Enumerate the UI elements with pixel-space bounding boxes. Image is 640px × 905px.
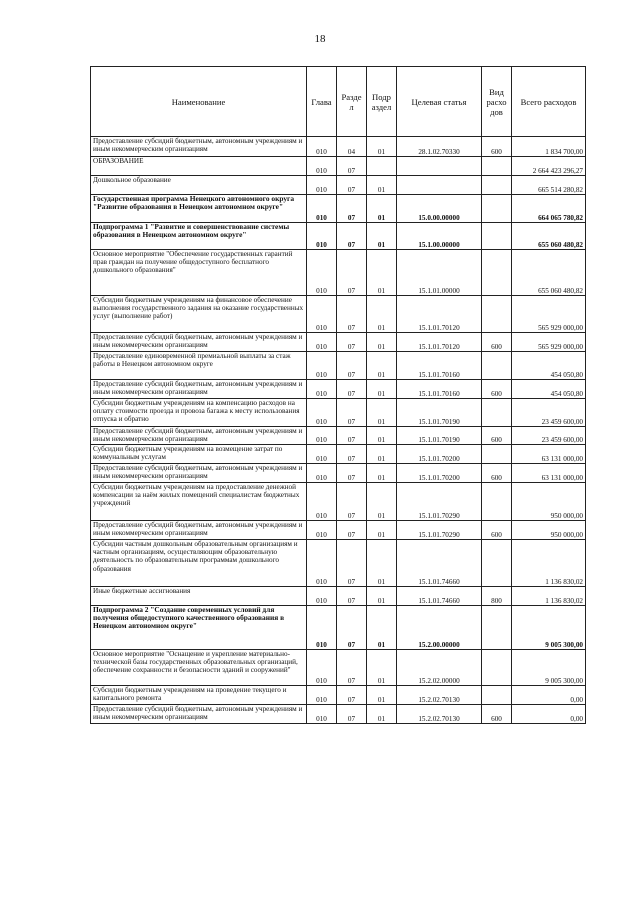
- table-row: [91, 606, 586, 650]
- row-celevaya: 15.1.01.70200: [397, 445, 482, 464]
- row-vid: 600: [482, 427, 512, 445]
- table-row: [91, 587, 586, 606]
- row-celevaya: 15.1.01.70160: [397, 352, 482, 380]
- row-name: Субсидии бюджетным учреждениям на предоставление денежной компенсации за наём жилых помещений специалистам бюджетных учреждений: [91, 483, 307, 521]
- table-row: [91, 352, 586, 380]
- row-podrazdel: 01: [367, 250, 397, 296]
- row-vsego: 63 131 000,00: [512, 445, 586, 464]
- row-celevaya: 15.2.02.70130: [397, 705, 482, 724]
- row-podrazdel: 01: [367, 483, 397, 521]
- row-vsego: 1 136 830,02: [512, 587, 586, 606]
- table-row: [91, 464, 586, 483]
- row-vid: [482, 195, 512, 223]
- row-glava: 010: [307, 333, 337, 352]
- row-celevaya: [397, 176, 482, 195]
- row-vid: [482, 176, 512, 195]
- row-razdel: 07: [337, 223, 367, 250]
- row-name: Предоставление субсидий бюджетным, автономным учреждениям и иным некоммерческим организациям: [91, 427, 307, 445]
- row-glava: 010: [307, 686, 337, 705]
- row-razdel: 07: [337, 296, 367, 333]
- row-razdel: 07: [337, 606, 367, 650]
- row-razdel: 07: [337, 464, 367, 483]
- row-vsego: 23 459 600,00: [512, 427, 586, 445]
- table-row: [91, 250, 586, 296]
- row-podrazdel: 01: [367, 464, 397, 483]
- table-body: [91, 137, 586, 724]
- row-vid: [482, 296, 512, 333]
- row-name: Субсидии частным дошкольным образовательным организациям и частным организациям, осуществляющим образовательную деятельность по образовательным программам дошкольного образования: [91, 540, 307, 587]
- page-number: 18: [314, 33, 326, 45]
- row-glava: 010: [307, 137, 337, 157]
- table-row: [91, 445, 586, 464]
- row-glava: 010: [307, 650, 337, 686]
- row-vid: 800: [482, 587, 512, 606]
- row-vid: 600: [482, 137, 512, 157]
- row-name: Основное мероприятие "Оснащение и укрепление материально-технической базы государственных образовательных организаций, обеспечение сохранности и безопасности зданий и сооружений": [91, 650, 307, 686]
- row-name: Предоставление субсидий бюджетным, автономным учреждениям и иным некоммерческим организациям: [91, 137, 307, 157]
- table-row: [91, 380, 586, 399]
- row-glava: 010: [307, 483, 337, 521]
- row-vid: [482, 445, 512, 464]
- row-podrazdel: 01: [367, 333, 397, 352]
- row-podrazdel: 01: [367, 587, 397, 606]
- header-razdel: Разде л: [337, 67, 367, 137]
- row-vid: [482, 606, 512, 650]
- row-vid: [482, 686, 512, 705]
- row-podrazdel: 01: [367, 176, 397, 195]
- row-vid: [482, 483, 512, 521]
- row-name: Предоставление единовременной премиальной выплаты за стаж работы в Ненецком автономном округе: [91, 352, 307, 380]
- row-vid: [482, 157, 512, 176]
- row-vid: 600: [482, 521, 512, 540]
- row-glava: 010: [307, 587, 337, 606]
- row-vsego: 1 834 700,00: [512, 137, 586, 157]
- row-vid: 600: [482, 464, 512, 483]
- row-name: Подпрограмма 1 "Развитие и совершенствование системы образования в Ненецком автономном округе": [91, 223, 307, 250]
- table-row: [91, 176, 586, 195]
- row-celevaya: [397, 157, 482, 176]
- row-glava: 010: [307, 427, 337, 445]
- row-vsego: 454 050,80: [512, 380, 586, 399]
- table-row: [91, 137, 586, 157]
- row-glava: 010: [307, 157, 337, 176]
- row-name: Подпрограмма 2 "Создание современных условий для получения общедоступного качественного образования в Ненецком автономном округе": [91, 606, 307, 650]
- row-glava: 010: [307, 521, 337, 540]
- table-row: [91, 650, 586, 686]
- row-celevaya: 15.1.00.00000: [397, 223, 482, 250]
- budget-table: [90, 66, 586, 724]
- table-row: [91, 399, 586, 427]
- row-razdel: 07: [337, 352, 367, 380]
- row-razdel: 07: [337, 427, 367, 445]
- row-podrazdel: 01: [367, 705, 397, 724]
- row-vsego: 664 065 780,82: [512, 195, 586, 223]
- row-vid: 600: [482, 705, 512, 724]
- row-vsego: 655 060 480,82: [512, 250, 586, 296]
- row-vsego: 2 664 423 296,27: [512, 157, 586, 176]
- row-glava: 010: [307, 352, 337, 380]
- row-razdel: 07: [337, 483, 367, 521]
- row-celevaya: 15.1.01.70190: [397, 399, 482, 427]
- row-name: Иные бюджетные ассигнования: [91, 587, 307, 606]
- header-podrazdel: Подр аздел: [367, 67, 397, 137]
- row-vid: 600: [482, 380, 512, 399]
- row-glava: 010: [307, 606, 337, 650]
- row-celevaya: 15.2.00.00000: [397, 606, 482, 650]
- row-glava: 010: [307, 250, 337, 296]
- row-glava: 010: [307, 705, 337, 724]
- row-name: Основное мероприятие "Обеспечение государственных гарантий прав граждан на получение общедоступного бесплатного дошкольного образования": [91, 250, 307, 296]
- row-razdel: 07: [337, 176, 367, 195]
- header-row: [91, 67, 586, 137]
- row-celevaya: 15.1.01.70290: [397, 521, 482, 540]
- row-vid: 600: [482, 333, 512, 352]
- table-row: [91, 483, 586, 521]
- row-name: Дошкольное образование: [91, 176, 307, 195]
- row-podrazdel: 01: [367, 137, 397, 157]
- row-glava: 010: [307, 540, 337, 587]
- row-podrazdel: 01: [367, 445, 397, 464]
- row-podrazdel: 01: [367, 296, 397, 333]
- row-name: Предоставление субсидий бюджетным, автономным учреждениям и иным некоммерческим организациям: [91, 380, 307, 399]
- row-razdel: 07: [337, 157, 367, 176]
- row-razdel: 07: [337, 705, 367, 724]
- row-celevaya: 15.2.02.00000: [397, 650, 482, 686]
- row-name: Субсидии бюджетным учреждениям на компенсацию расходов на оплату стоимости проезда и провоза багажа к месту использования отпуска и обратно: [91, 399, 307, 427]
- row-razdel: 07: [337, 333, 367, 352]
- row-name: Предоставление субсидий бюджетным, автономным учреждениям и иным некоммерческим организациям: [91, 333, 307, 352]
- header-name: Наименование: [91, 67, 307, 137]
- row-celevaya: 15.2.02.70130: [397, 686, 482, 705]
- table-row: [91, 705, 586, 724]
- row-podrazdel: 01: [367, 606, 397, 650]
- row-razdel: 07: [337, 686, 367, 705]
- row-vid: [482, 540, 512, 587]
- row-razdel: 07: [337, 445, 367, 464]
- row-razdel: 07: [337, 380, 367, 399]
- row-podrazdel: [367, 157, 397, 176]
- row-vsego: 0,00: [512, 705, 586, 724]
- row-vid: [482, 650, 512, 686]
- row-celevaya: 28.1.02.70330: [397, 137, 482, 157]
- table-row: [91, 223, 586, 250]
- row-name: ОБРАЗОВАНИЕ: [91, 157, 307, 176]
- row-glava: 010: [307, 176, 337, 195]
- row-podrazdel: 01: [367, 195, 397, 223]
- row-celevaya: 15.1.01.00000: [397, 250, 482, 296]
- row-celevaya: 15.0.00.00000: [397, 195, 482, 223]
- table-row: [91, 195, 586, 223]
- row-vsego: 665 514 280,82: [512, 176, 586, 195]
- header-celevaya: Целевая статья: [397, 67, 482, 137]
- row-glava: 010: [307, 195, 337, 223]
- row-podrazdel: 01: [367, 352, 397, 380]
- row-vsego: 655 060 480,82: [512, 223, 586, 250]
- row-razdel: 04: [337, 137, 367, 157]
- header-vid: Вид расхо дов: [482, 67, 512, 137]
- row-name: Предоставление субсидий бюджетным, автономным учреждениям и иным некоммерческим организациям: [91, 464, 307, 483]
- row-podrazdel: 01: [367, 223, 397, 250]
- row-name: Предоставление субсидий бюджетным, автономным учреждениям и иным некоммерческим организациям: [91, 521, 307, 540]
- row-vsego: 9 005 300,00: [512, 650, 586, 686]
- header-vsego: Всего расходов: [512, 67, 586, 137]
- row-celevaya: 15.1.01.70120: [397, 333, 482, 352]
- row-glava: 010: [307, 464, 337, 483]
- row-podrazdel: 01: [367, 686, 397, 705]
- row-vsego: 950 000,00: [512, 521, 586, 540]
- row-glava: 010: [307, 223, 337, 250]
- row-celevaya: 15.1.01.70190: [397, 427, 482, 445]
- row-vsego: 565 929 000,00: [512, 333, 586, 352]
- row-vsego: 565 929 000,00: [512, 296, 586, 333]
- table-row: [91, 427, 586, 445]
- row-podrazdel: 01: [367, 399, 397, 427]
- row-vid: [482, 352, 512, 380]
- table-row: [91, 296, 586, 333]
- row-vid: [482, 223, 512, 250]
- row-podrazdel: 01: [367, 427, 397, 445]
- row-name: Предоставление субсидий бюджетным, автономным учреждениям и иным некоммерческим организациям: [91, 705, 307, 724]
- row-vid: [482, 250, 512, 296]
- row-celevaya: 15.1.01.70160: [397, 380, 482, 399]
- row-glava: 010: [307, 445, 337, 464]
- row-glava: 010: [307, 296, 337, 333]
- row-razdel: 07: [337, 195, 367, 223]
- row-vsego: 0,00: [512, 686, 586, 705]
- row-vid: [482, 399, 512, 427]
- row-podrazdel: 01: [367, 521, 397, 540]
- row-vsego: 454 050,80: [512, 352, 586, 380]
- table-row: [91, 540, 586, 587]
- row-vsego: 9 005 300,00: [512, 606, 586, 650]
- row-vsego: 63 131 000,00: [512, 464, 586, 483]
- row-celevaya: 15.1.01.70120: [397, 296, 482, 333]
- row-razdel: 07: [337, 540, 367, 587]
- header-glava: Глава: [307, 67, 337, 137]
- row-name: Субсидии бюджетным учреждениям на финансовое обеспечение выполнения государственного задания на оказание государственных услуг (выполнение работ): [91, 296, 307, 333]
- row-vsego: 23 459 600,00: [512, 399, 586, 427]
- row-razdel: 07: [337, 587, 367, 606]
- row-celevaya: 15.1.01.74660: [397, 540, 482, 587]
- row-celevaya: 15.1.01.70290: [397, 483, 482, 521]
- row-podrazdel: 01: [367, 380, 397, 399]
- row-glava: 010: [307, 399, 337, 427]
- table-row: [91, 521, 586, 540]
- row-celevaya: 15.1.01.70200: [397, 464, 482, 483]
- row-razdel: 07: [337, 650, 367, 686]
- table-row: [91, 157, 586, 176]
- row-glava: 010: [307, 380, 337, 399]
- row-name: Субсидии бюджетным учреждениям на возмещение затрат по коммунальным услугам: [91, 445, 307, 464]
- row-podrazdel: 01: [367, 650, 397, 686]
- row-vsego: 1 136 830,02: [512, 540, 586, 587]
- row-razdel: 07: [337, 250, 367, 296]
- row-podrazdel: 01: [367, 540, 397, 587]
- row-razdel: 07: [337, 521, 367, 540]
- row-razdel: 07: [337, 399, 367, 427]
- row-name: Государственная программа Ненецкого автономного округа "Развитие образования в Ненецком автономном округе": [91, 195, 307, 223]
- row-name: Субсидии бюджетным учреждениям на проведение текущего и капитального ремонта: [91, 686, 307, 705]
- row-vsego: 950 000,00: [512, 483, 586, 521]
- table-row: [91, 333, 586, 352]
- table-row: [91, 686, 586, 705]
- row-celevaya: 15.1.01.74660: [397, 587, 482, 606]
